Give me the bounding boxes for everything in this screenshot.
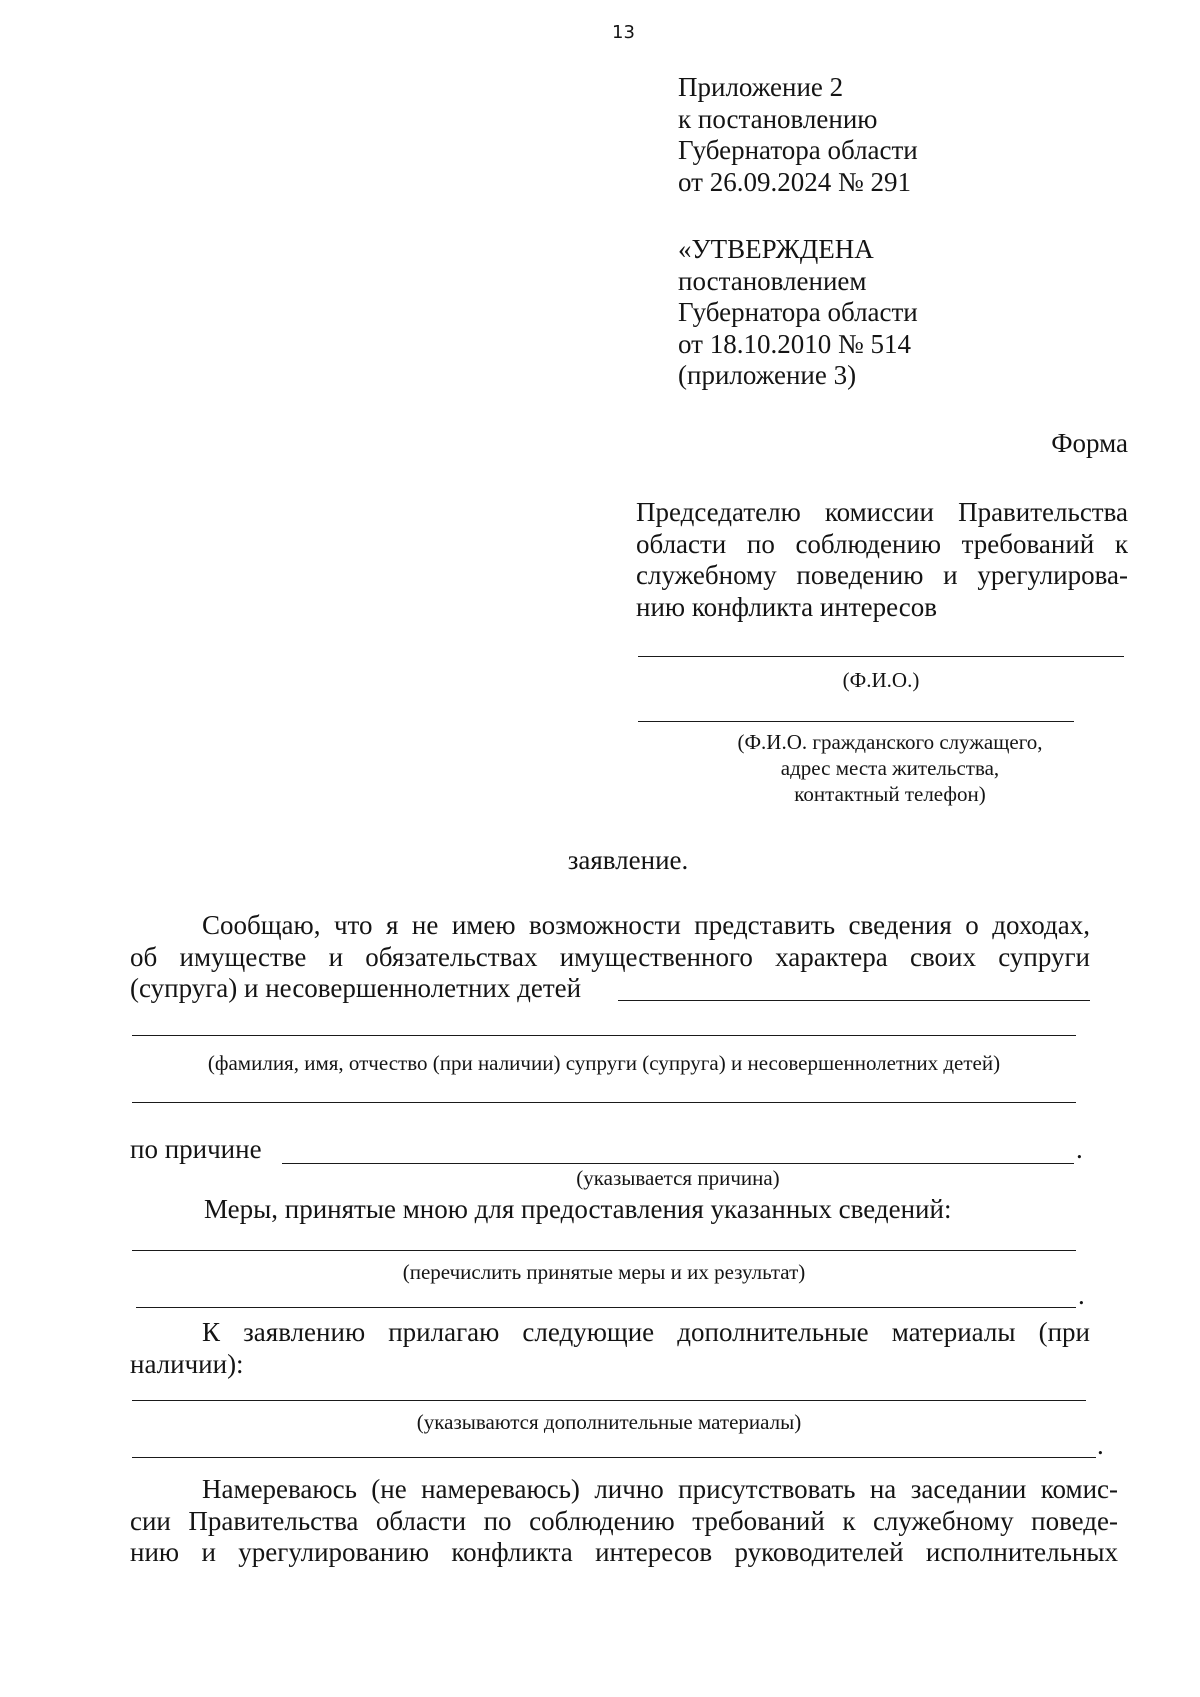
addressee-line: нию конфликта интересов [636,591,937,622]
reason-label: по причине [130,1134,262,1164]
applicant-caption-line: адрес места жительства, [780,756,1000,780]
reason-fill-line [282,1163,1074,1164]
intention-line: сии Правительства области по соблюдению требований к служебному поведе- [130,1505,1118,1536]
annex-line: от 26.09.2024 № 291 [678,166,911,197]
chairman-fio-line [638,656,1124,657]
attachments-caption: (указываются дополнительные материалы) [416,1410,802,1434]
statement-line: (супруга) и несовершеннолетних детей [130,973,582,1003]
form-label: Форма [1051,428,1128,458]
period: . [1097,1430,1104,1460]
annex-line: к постановлению [678,103,878,134]
approval-block [678,234,918,392]
measures-fill-line [132,1250,1076,1251]
annex-line: Приложение 2 [678,72,844,102]
fio-caption: (Ф.И.О.) [842,668,920,692]
applicant-line [638,721,1074,722]
children-fill-line [132,1035,1076,1036]
addressee-block [636,497,1128,623]
statement-line: Сообщаю, что я не имею возможности представить сведения о доходах, [202,910,1090,940]
reason-caption: (указывается причина) [576,1166,780,1190]
attachments-fill-line [132,1457,1096,1458]
children-fill-line [132,1102,1076,1103]
statement-paragraph [130,910,1090,1005]
attachments-line: наличии): [130,1348,244,1379]
applicant-caption-line: (Ф.И.О. гражданского служащего, [737,730,1043,754]
attachments-line: К заявлению прилагаю следующие дополнительные материалы (при [202,1317,1090,1347]
period: . [1078,1280,1085,1310]
approval-line: Губернатора области [678,297,918,327]
measures-fill-line [136,1307,1076,1308]
attachments-fill-line [132,1400,1086,1401]
addressee-line: служебному поведению и урегулирова- [636,560,1128,590]
measures-label: Меры, принятые мною для предоставления указанных сведений: [204,1194,952,1224]
intention-line: Намереваюсь (не намереваюсь) лично присутствовать на заседании комис- [202,1474,1118,1504]
statement-line: об имуществе и обязательствах имущественного характера своих супруги [130,941,1090,972]
approval-line: от 18.10.2010 № 514 [678,328,911,359]
page-number: 13 [612,22,635,43]
approval-line: «УТВЕРЖДЕНА [678,234,874,264]
approval-line: (приложение 3) [678,360,857,390]
intention-line: нию и урегулированию конфликта интересов руководителей исполнительных [130,1537,1118,1567]
addressee-line: Председателю комиссии Правительства [636,497,1128,527]
children-caption: (фамилия, имя, отчество (при наличии) супруги (супруга) и несовершеннолетних детей) [207,1051,1001,1075]
attachments-paragraph [130,1317,1090,1380]
document-title: заявление. [567,845,689,875]
approval-line: постановлением [678,265,867,296]
children-fill-line [618,1000,1090,1001]
period: . [1076,1134,1083,1164]
addressee-line: области по соблюдению требований к [636,528,1128,559]
applicant-caption [660,729,1120,807]
annex-line: Губернатора области [678,135,918,165]
applicant-caption-line: контактный телефон) [794,782,986,806]
annex-block [678,72,918,198]
intention-paragraph [130,1474,1118,1569]
measures-caption: (перечислить принятые меры и их результат) [402,1260,806,1284]
